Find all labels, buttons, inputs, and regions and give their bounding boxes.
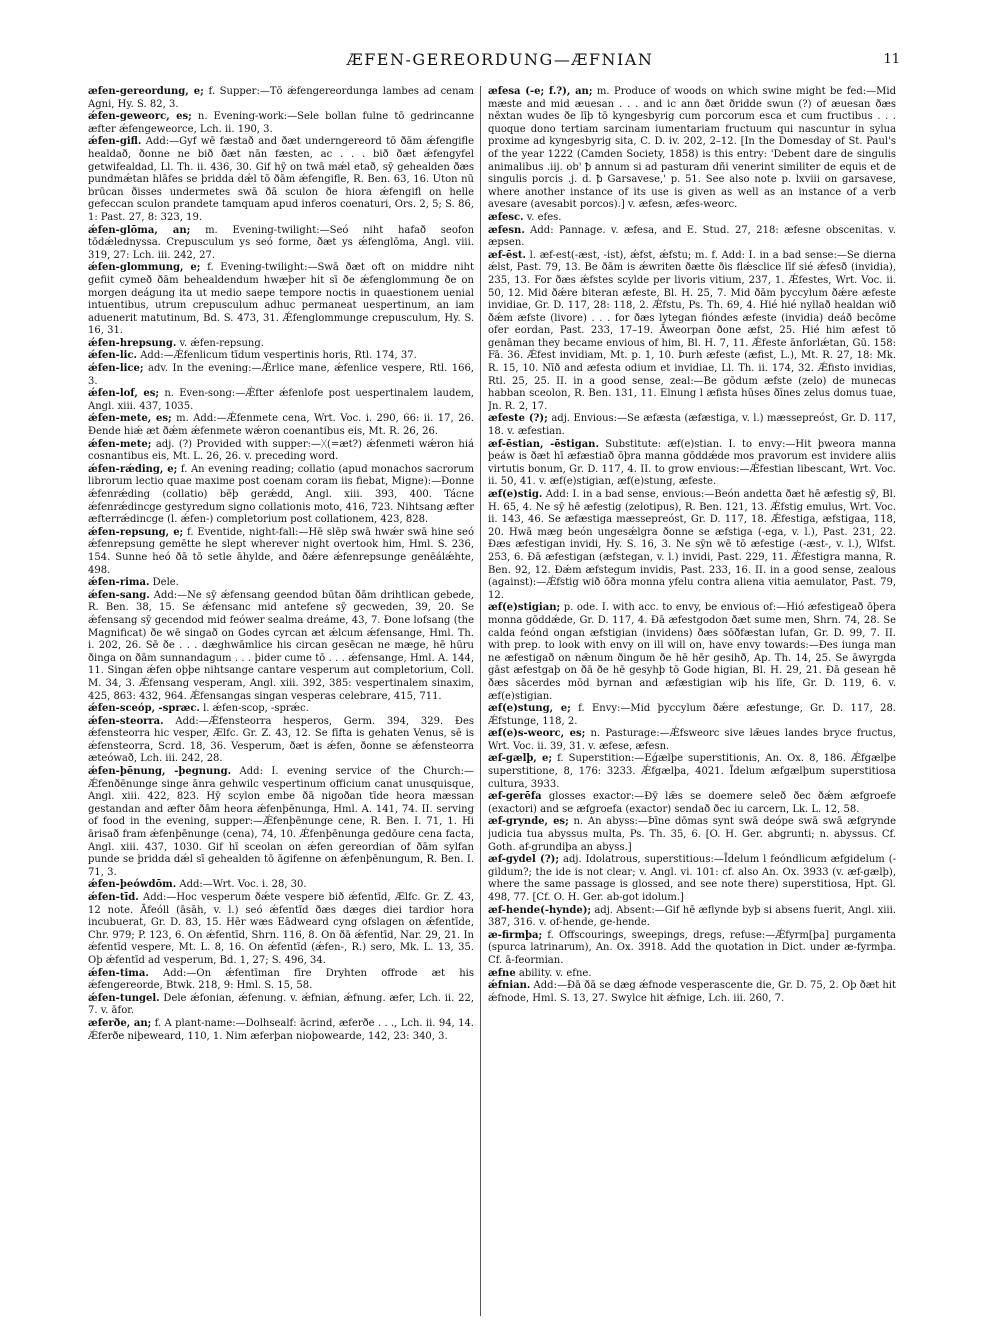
dictionary-entry bbox=[488, 791, 896, 816]
entry-headword: æf-gydel (?); bbox=[488, 854, 560, 866]
entry-headword: æf-hende(-hynde); bbox=[488, 904, 592, 916]
entry-text: adj. (?) Provided with supper:—ᚷ(=æt?) ǽfenmeti wǽron hiá cosnantibus eis, Mt. L. 26, 26. v. preceding word. bbox=[88, 438, 474, 463]
entry-headword: æfesc. bbox=[488, 211, 524, 223]
right-column bbox=[488, 86, 896, 1321]
dictionary-entry bbox=[88, 703, 474, 716]
entry-headword: ǽfen-steorra. bbox=[88, 715, 164, 727]
entry-text: f. Offscourings, sweepings, dregs, refuse:—Ǽfyrm[þa] purgamenta (spurca latrinarum), An. Ox. 3918. Add the quotation in Dict. under æ-fyrmþa. Cf. ā-feormian. bbox=[488, 929, 896, 966]
entry-text: Add:—Gyf wē fæstað and ðæt underngereord tō ðām ǽfengifle healdað, ðonne ne bið ðæt nān fæsten, ac . . . bið ðæt ǽfengyfel getwifealdad, Ll. Th. ii. 436, 30. Gif hȳ on twā mǽl etað, sȳ gehealden ðæs pundmǽtan hlāfes se þridda dǽl tō ðām ǽfengifle, R. Ben. 63, 16. Uton nū brūcan ðisses undermetes swā ðā sculon ðe hiora ǽfengifl on helle gefeccan sculon prandete tamquam apud inferos coenaturi, Ors. 2, 5; S. 86, 1: Past. 27, 8: 323, 19. bbox=[88, 136, 474, 223]
dictionary-entry bbox=[88, 577, 474, 590]
dictionary-entry bbox=[488, 905, 896, 930]
dictionary-entry bbox=[88, 590, 474, 703]
entry-text: f. Evening-twilight:—Swā ðæt oft on middre niht gefiit cymeð ðām behealdendum hwæþer hit sī ðe ǽfenglommung ðe on morgen deágung ita ut medio saepe tempore noctis in quaestionem uenial intuentibus, utrum crepusculum adhuc permaneat uespertinum, an iam aduenerit matutinum, Bd. S. 473, 31. Ǽfenglommunge crepusculum, Hy. S. 16, 31. bbox=[88, 262, 474, 337]
dictionary-entry bbox=[488, 980, 896, 1005]
entry-text: Dele. bbox=[149, 577, 179, 589]
dictionary-entry bbox=[88, 86, 474, 111]
dictionary-entry bbox=[88, 439, 474, 464]
entry-headword: æf-grynde, es; bbox=[488, 816, 569, 828]
entry-headword: æf-ēstian, -ēstigan. bbox=[488, 438, 599, 450]
page-title: ÆFEN-GEREORDUNG—ÆFNIAN bbox=[346, 50, 654, 69]
dictionary-entry bbox=[488, 439, 896, 489]
entry-headword: ǽfen-sang. bbox=[88, 589, 150, 601]
dictionary-entry bbox=[88, 413, 474, 438]
column-divider bbox=[480, 86, 481, 1316]
dictionary-entry bbox=[88, 766, 474, 879]
entry-text: Add:—Hoc vesperum ðǽte vespere bið ǽfentīd, Ælfc. Gr. Z. 43, 12 note. Āfeóll (āsāh, v. l.) seó ǽfentīd ðæs dæges diei tardior hora incubuerat, Gr. D. 83, 15. Hēr wæs Eādweard cyng ofslagen on ǽfentīde, Chr. 979; P. 123, 6. On ǽfentīd, Shrn. 116, 8. On ðā ǽfentīd, Nar. 29, 21. In ǽfentīd vespere, Mt. L. 8, 16. On ǽfentīd (ǽfen-, R.) sero, Mk. L. 13, 35. Oþ ǽfentīd ad vesperum, Bd. 1, 27; S. 496, 34. bbox=[88, 892, 474, 966]
dictionary-entry bbox=[88, 892, 474, 968]
dictionary-entry bbox=[488, 703, 896, 728]
entry-text: m. Add:—Ǽfenmete cena, Wrt. Voc. i. 290, 66: ii. 17, 26. Ðende hiǽ æt ðǽm ǽfenmete wǽron coenantibus eis, Mt. R. 26, 26. bbox=[88, 413, 474, 438]
dictionary-entry bbox=[488, 413, 896, 438]
entry-text: f. Superstition:—Eǵælþe superstitionis, An. Ox. 8, 186. Ǽfgælþe superstitione, 8, 176: 3233. Ǽfgælþa, 4021. Īdelum æfgælþum superstitiosa cultura, 3933. bbox=[488, 753, 896, 790]
entry-headword: æf(e)stung, e; bbox=[488, 703, 571, 715]
dictionary-entry bbox=[88, 527, 474, 577]
entry-text: l. ǽfen-scop, -sprǽc. bbox=[199, 703, 309, 715]
entry-text: Add: Pannage. v. æfesa, and E. Stud. 27, 218: æfesne obscenitas. v. æpsen. bbox=[488, 224, 896, 249]
entry-headword: æfen-gereordung, e; bbox=[88, 86, 204, 97]
entry-headword: ǽfen-rima. bbox=[88, 577, 150, 589]
entry-headword: æfne bbox=[488, 967, 516, 979]
entry-text: f. An evening reading; collatio (apud monachos sacrorum librorum lectio quae maxime post coenam coram iis fiebat, Migne):—Ðonne ǽfenrǽding (collatio) bēþ gerǽdd, Angl. xiii. 393, 400. Tácne ǽfenrǽdincge gestyredum signo collationis moto, 416, 723. Nihtsang æfter æfterrǽdincge (l. ǽfen-) completorium post collationem, 423, 828. bbox=[88, 463, 474, 526]
entry-headword: ǽfen-mete, es; bbox=[88, 413, 172, 425]
dictionary-entry bbox=[488, 753, 896, 791]
entry-text: Add:—Ǽfensteorra hesperos, Germ. 394, 329. Ðes ǽfensteorra hic vesper, Ælfc. Gr. Z. 43, 12. Se fīfta is gehaten Venus, sē is ǽfensteorra, Scrd. 18, 36. Vesperum, ðæt is ǽfen, ðonne se ǽfensteorra æteówað, Lch. iii. 242, 28. bbox=[88, 715, 474, 765]
entry-text: Dele ǽfonian, ǽfenung. v. ǽfnian, ǽfnung. æfer, Lch. ii. 22, 7. v. āfor. bbox=[88, 992, 474, 1017]
entry-text: l. æf-est(-æst, -ist), ǽfst, ǽfstu; m. f. Add: I. in a bad sense:—Se dierna ǽlst, Past. 79, 13. Be ðām is ǽwriten ðætte ðis flǽsclice līf sié ǽfesð (invidia), 235, 13. For ðæs ǽfstes scylde per livoris vitium, 237, 1. Ǽfestes, Wrt. Voc. ii. 50, 12. Mid ðǽre biteran æfeste, Bl. H. 25, 7. Mid ðām þyccylum ðǽre æfeste invidiae, Gr. D. 117, 28: 118, 2. Ǽfstu, Ps. Th. 69, 4. Hié hié nyllað healdan wið ðǽm æfste (livore) . . . for ðæs lytegan fióndes æfeste (invidia) deáð becōme ofer eordan, Past. 233, 17–19. Āweorpan ðone æfst, 25. Hié him æfest tō genāman they became envious of him, Bl. H. 7, 11. Ǽfeste ānforlǽtan, Gū. 158: Fā. 36. Ǽfest invidiam, Mt. p. 1, 10. Þurh æfeste (æfist, L.), Mt. R. 27, 18: Mk. R. 15, 10. Nīð and æfesta odium et invidiae, Ll. Th. ii. 174, 32. Ǽfisto invidias, Rtl. 25, 25. II. in a good sense, zeal:—Be gōdum æfste (zelo) de munecas habban sceolon, R. Ben. 131, 11. Elnung l æfista hūses ðīnes zelus domus tuae, Jn. R. 2, 17. bbox=[488, 249, 896, 412]
entry-text: f. A plant-name:—Dolhsealf: ācrind, æferðe . . ., Lch. ii. 94, 14. Ǽferðe niþeweard, 110, 1. Nim æferþan nioþowearde, 142, 23: 340, 3. bbox=[88, 1017, 474, 1042]
entry-text: n. Pasturage:—Ǽfsweorc sive lǣues landes bryce fructus, Wrt. Voc. ii. 39, 31. v. æfese, æfesn. bbox=[488, 728, 896, 752]
entry-text: adj. Idolatrous, superstitious:—Īdelum l feóndlicum æfgidelum (-gildum?; the ide is not clear; v. Angl. vi. 101: cf. also An. Ox. 3933 (v. æf-gælþ), where the same passage is glossed, and see note there) superstitiosa, Hpt. Gl. 498, 77. [Cf. O. H. Ger. ab-got idolum.] bbox=[488, 854, 896, 903]
entry-text: m. Produce of woods on which swine might be fed:—Mid mæste and mid æuesan . . . and ic ann ðæt ðridde swun (?) of æuesan ðæs nēxtan wudes ðe līþ tō kyngesbyrig cum porcorum esca et cum fructibus . . . quoque dono tertiam sarcinam iumentariam fructuum qui nascuntur in sylua proxime ad kyngesbyrig sita, C. D. iv. 202, 2–12. [In the Domesday of St. Paul's of the year 1222 (Camden Society, 1858) is this entry: 'Debent dare de singulis animalibus .iij. ob' ꝥ annum si ad pasturam dñi venerint similiter de equis et de singulis porcis .j. d. ꝥ Garsavese,' p. 51. See also note p. lxviii on garsavese, where another instance of its use is given as well as an instance of a verb avesare (avesabit porcos).] v. æfesn, æfes-weorc. bbox=[488, 86, 896, 211]
entry-text: f. Envy:—Mid þyccylum ðǽre æfestunge, Gr. D. 117, 28. Ǽfstunge, 118, 2. bbox=[488, 703, 896, 727]
entry-headword: ǽfen-lice; bbox=[88, 363, 144, 375]
entry-text: adj. Envious:—Se æfæsta (æfæstiga, v. l.) mæssepreóst, Gr. D. 117, 18. v. æfestian. bbox=[488, 413, 896, 438]
entry-headword: æf-gerēfa bbox=[488, 791, 542, 803]
dictionary-entry bbox=[88, 388, 474, 413]
entry-text: Add: I. evening service of the Church:—Ǽfenðēnunge singe ānra gehwilc vespertinum officium canat unusquisque, Angl. xiii. 422, 823. Hȳ scylon embe ðā nigoðan tīde heora mæssan gestandan and æfter ðām heora ǽfenþēnunga, Hml. A. 141, 74. II. serving of food in the evening, supper:—Ǽfenþēnunge cene, R. Ben. I. 71, 1. Hi ārisað fram ǽfenþēnunge (cena), 74, 10. Ǽfenþēnunga gedōure cena facta, Angl. xiii. 437, 1030. Gif hī sceolan on ǽfen gereordian of ðām sylfan punde se þridda dǽl sī gehealden tō āgifenne on ǽfenþēnungum, R. Ben. I. 71, 3. bbox=[88, 766, 474, 878]
entry-headword: ǽfen-geweorc, es; bbox=[88, 111, 192, 123]
dictionary-entry bbox=[88, 262, 474, 338]
entry-headword: æferðe, an; bbox=[88, 1017, 152, 1029]
page-number: 11 bbox=[883, 52, 900, 67]
dictionary-entry bbox=[488, 225, 896, 250]
entry-headword: ǽfnian. bbox=[488, 980, 531, 992]
dictionary-entry bbox=[488, 250, 896, 414]
entry-headword: ǽfen-mete; bbox=[88, 438, 152, 450]
entry-headword: ǽfen-hrepsung. bbox=[88, 337, 177, 349]
entry-headword: ǽfen-tungel. bbox=[88, 992, 160, 1004]
dictionary-entry bbox=[488, 489, 896, 602]
entry-text: glosses exactor:—Ðȳ lǣs se doemere seleð ðec ðǽm æfgroefe (exactori) and se æfgroefa (exactor) sendað ðec iu carcern, Lk. L. 12, 58. bbox=[488, 791, 896, 815]
entry-headword: ǽfen-lic. bbox=[88, 350, 138, 362]
dictionary-entry bbox=[88, 716, 474, 766]
entry-headword: ǽfen-þeówdōm. bbox=[88, 879, 177, 891]
entry-headword: ǽfen-tīd. bbox=[88, 892, 139, 903]
entry-text: p. ode. I. with acc. to envy, be envious of:—Hió æfestigeað ōþera monna gōddǽde, Gr. D. 117, 4. Ðā æfestgodon ðæt sume men, Shrn. 74, 28. Se calda feónd ongan æfstigian (invidens) ðæs sōðfæstan lufan, Gr. D. 99, 7. II. with prep. to look with envy on ill will on, have envy towards:—Ðes iunga man ne æfestigað on nǣnum ðingum ðe hē hēr gesihð, Ap. Th. 14, 25. Se āwyrgda gāst æfestgaþ on ðā ðe hē gesyhþ tō Gode higian, Bl. H. 29, 21. Ðā gesean hē ðæs sācerdes mōd byrnan and æfæstigian wiþ his līfe, Gr. D. 119, 6. v. æf(e)stigian. bbox=[488, 602, 896, 702]
dictionary-entry bbox=[88, 136, 474, 224]
dictionary-entry bbox=[88, 464, 474, 527]
entry-text: adj. Absent:—Gif hē æflynde byþ si absens fuerit, Angl. xiii. 387, 316. v. of-hende, ge-hende. bbox=[488, 904, 896, 929]
entry-headword: ǽfen-rǽding, e; bbox=[88, 463, 178, 475]
entry-headword: ǽfen-gifl. bbox=[88, 136, 142, 148]
dictionary-entry bbox=[88, 111, 474, 136]
entry-headword: ǽfen-repsung, e; bbox=[88, 526, 184, 538]
entry-headword: ǽfen-tima. bbox=[88, 967, 149, 979]
entry-text: adv. In the evening:—Ǽrlice mane, ǽfenlice vespere, Rtl. 166, 3. bbox=[88, 363, 474, 387]
entry-text: n. Even-song:—Ǽfter ǽfenlofe post uespertinalem laudem, Angl. xiii. 437, 1035. bbox=[88, 388, 474, 412]
entry-text: Add:—Ðā ðā se dæg ǽfnode vesperascente die, Gr. D. 75, 2. Oþ ðæt hit ǽfnode, Hml. S. 13, 27. Swylce hit ǽfnige, Lch. iii. 260, 7. bbox=[488, 980, 896, 1004]
running-head bbox=[0, 50, 1000, 80]
entry-text: Add: I. in a bad sense, envious:—Beón andetta ðæt hē æfestig sȳ, Bl. H. 65, 4. Ne sȳ hē æfestig (zelotipus), R. Ben. 121, 13. Ǽfstig emulus, Wrt. Voc. ii. 143, 46. Se æfæstiga mæssepreóst, Gr. D. 117, 18. Ǽfestiga, æfstigaa, 118, 20. Hwā mæg beón ungesǽlgra ðonne se æfstiga (-ega, v. l.), Past. 231, 22. Ðæs æfestigan invidi, Hy. S. 16, 3. Ne sȳn wē tō æfestige (-æst-, v. l.), Wlfst. 253, 6. Ðā æfestigan (æfstegan, v. l.) invidi, Past. 229, 11. Ǽfestigra manna, R. Ben. 92, 12. Ðǽm æfstegum invidis, Past. 233, 16. II. in a good sense, zealous (against):—Ǽfstig wið ōðra monna yfelu contra aliena vitia aemulator, Past. 79, 12. bbox=[488, 489, 896, 601]
dictionary-entry bbox=[488, 854, 896, 904]
dictionary-entry bbox=[88, 225, 474, 263]
entry-text: ability. v. efne. bbox=[515, 967, 592, 979]
dictionary-entry bbox=[88, 350, 474, 363]
dictionary-entry bbox=[88, 993, 474, 1018]
entry-text: Add:—Ne sȳ ǽfensang geendod būtan ðām drihtlican gebede, R. Ben. 38, 15. Se ǽfensanc mid antefene sȳ gecweden, 39, 20. Se ǽfensang sȳ gecendod mid feówer sealma dreáme, 43, 7. Ðone lofsang (the Magnificat) ðe wē singað on Godes cyrcan æt ǽlcum ǽfensange, Hml. Th. i. 202, 26. Sē ðe . . . dæghwāmlice his circan gesēcan ne mæge, hē hūru ðinga on ðām sunnandagum . . . þider cume tō . . . ǽfensange, Hml. A. 144, 11. Singan ǽfen oþþe nihtsange cantare vesperum aut completorium, Coll. M. 34, 3. Ǽfensang vesperam, Angl. xiii. 392, 385: vespertinalem sinaxim, 425, 863: 432, 964. Ǽfensangas singan vesperas celebrare, 415, 711. bbox=[88, 589, 474, 702]
dictionary-entry bbox=[88, 879, 474, 892]
entry-headword: æf(e)stig. bbox=[488, 489, 543, 500]
left-column bbox=[88, 86, 474, 1321]
entry-text: n. Evening-work:—Sele bollan fulne tō gedrincanne æfter ǽfengeweorce, Lch. ii. 190, 3. bbox=[88, 111, 474, 135]
dictionary-entry bbox=[488, 212, 896, 225]
entry-text: Add:—Wrt. Voc. i. 28, 30. bbox=[176, 879, 307, 891]
entry-headword: æfeste (?); bbox=[488, 413, 548, 425]
entry-headword: æfesa (-e; f.?), an; bbox=[488, 86, 593, 97]
dictionary-entry bbox=[88, 1018, 474, 1043]
entry-text: v. efes. bbox=[523, 211, 562, 223]
entry-text: Add:—Ǽfenlicum tīdum vespertinis horis, Rtl. 174, 37. bbox=[137, 350, 417, 362]
dictionary-entry bbox=[488, 602, 896, 703]
dictionary-entry bbox=[488, 728, 896, 753]
dictionary-entry bbox=[488, 968, 896, 981]
entry-headword: æ-firmþa; bbox=[488, 929, 543, 941]
entry-headword: ǽfen-þēnung, -þegnung. bbox=[88, 766, 232, 778]
entry-headword: æf-ēst. bbox=[488, 249, 526, 261]
entry-headword: æf(e)stigian; bbox=[488, 602, 561, 614]
entry-text: m. Evening-twilight:—Seó niht hafað seofon tōdǽlednyssa. Crepusculum ys seó forme, ðæt ys ǽfenglōma, Angl. viii. 319, 27: Lch. iii. 242, 27. bbox=[88, 224, 474, 261]
entry-headword: ǽfen-sceóp, -spræc. bbox=[88, 703, 200, 715]
entry-headword: ǽfen-lof, es; bbox=[88, 388, 160, 400]
entry-text: Substitute: æf(e)stian. I. to envy:—Hit þweora manna þeáw is ðæt hī æfæstiað ōþra manna gōddǽde mos pravorum est invidere aliis virtutis bonum, Gr. D. 117, 4. II. to grow envious:—Ǽfestian libescant, Wrt. Voc. ii. 50, 41. v. æf(e)stigian, æf(e)stung, æfeste. bbox=[488, 438, 896, 488]
entry-headword: æfesn. bbox=[488, 224, 525, 236]
dictionary-entry bbox=[488, 86, 896, 212]
entry-headword: æf(e)s-weorc, es; bbox=[488, 728, 586, 740]
entry-text: n. An abyss:—Þīne dōmas synt swā deópe swā swā æfgrynde judicia tua abyssus multa, Ps. Th. 35, 6. [O. H. Ger. abgrunti; n. abyssus. Cf. Goth. af-grundiþa an abyss.] bbox=[488, 816, 896, 853]
dictionary-entry bbox=[88, 363, 474, 388]
entry-text: Add:—On ǽfentīman fīre Dryhten offrode æt his ǽfengereorde, Btwk. 218, 9: Hml. S. 15, 58. bbox=[88, 967, 474, 992]
entry-headword: ǽfen-glōma, an; bbox=[88, 224, 191, 236]
dictionary-entry bbox=[488, 930, 896, 968]
entry-text: f. Eventide, night-fall:—Hē slēp swā hwǽr swā hine seó ǽfenrepsung gemētte he slept wherever night overtook him, Hml. S. 236, 154. Sunne heó ðā tō setle āhylde, and ðǽre ǽfenrepsunge genēálǽhte, 498. bbox=[88, 526, 474, 576]
entry-headword: ǽfen-glommung, e; bbox=[88, 262, 201, 274]
entry-text: v. ǽfen-repsung. bbox=[176, 337, 264, 349]
dictionary-entry bbox=[88, 338, 474, 351]
entry-headword: æf-gælþ, e; bbox=[488, 753, 553, 765]
dictionary-entry bbox=[88, 968, 474, 993]
dictionary-entry bbox=[488, 816, 896, 854]
entry-text: f. Supper:—Tō ǽfengereordunga lambes ad cenam Agni, Hy. S. 82, 3. bbox=[88, 86, 474, 110]
